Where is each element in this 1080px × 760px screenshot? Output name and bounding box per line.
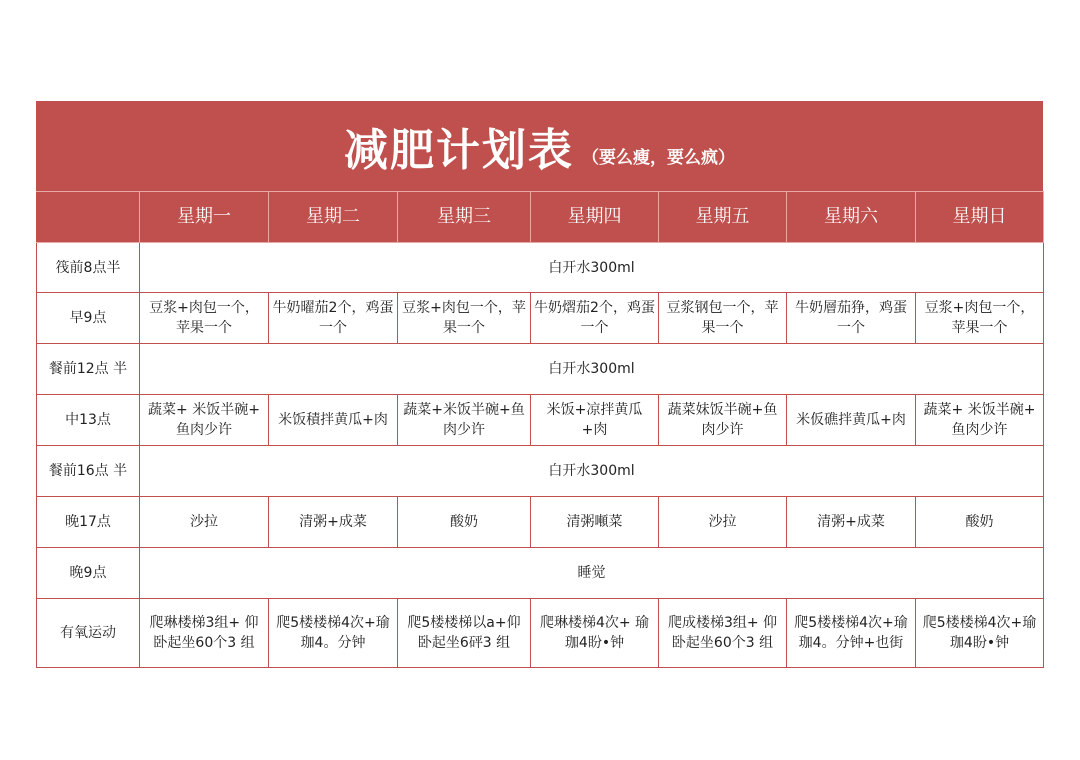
- day-header: 星期六: [787, 192, 916, 243]
- table-cell: 酸奶: [916, 497, 1044, 548]
- time-label: 筏前8点半: [37, 243, 140, 293]
- table-cell: 爬5楼楼梯4次+瑜珈4。分钟+也街: [787, 599, 916, 668]
- table-row: [37, 548, 1044, 599]
- table-row: [37, 599, 1044, 668]
- header-row: [37, 192, 1044, 243]
- table-cell: 豆浆钢包一个，苹果一个: [659, 293, 787, 344]
- page-title: 减肥计划表: [344, 125, 574, 176]
- table-cell: 爬5楼楼梯以a+仰卧起坐6砰3 组: [398, 599, 531, 668]
- table-cell: 牛奶層茄狰，鸡蛋一个: [787, 293, 916, 344]
- time-label: 早9点: [37, 293, 140, 344]
- time-label: 中13点: [37, 395, 140, 446]
- page-subtitle: （要么瘦，要么疯）: [582, 147, 735, 168]
- table-cell: 米仮礁拌黄瓜+肉: [787, 395, 916, 446]
- table-cell: 爬琳楼梯4次+ 瑜珈4盼•钟: [531, 599, 659, 668]
- table-row: [37, 395, 1044, 446]
- corner-cell: [37, 192, 140, 243]
- table-cell: 豆浆+肉包一个，苹果一个: [140, 293, 269, 344]
- time-label: 餐前16点 半: [37, 446, 140, 497]
- table-row: [37, 293, 1044, 344]
- table-cell: 蔬菜+ 米饭半碗+ 鱼肉少许: [916, 395, 1044, 446]
- time-label: 有氧运动: [37, 599, 140, 668]
- merged-cell: 白开水300ml: [140, 344, 1044, 395]
- day-header: 星期二: [269, 192, 398, 243]
- table-cell: 蔬菜妹饭半碗+鱼肉少许: [659, 395, 787, 446]
- table-row: [37, 446, 1044, 497]
- table-cell: 清粥+成菜: [269, 497, 398, 548]
- table-cell: 清粥+成菜: [787, 497, 916, 548]
- table-cell: 蔬菜+ 米饭半碗+ 鱼肉少许: [140, 395, 269, 446]
- time-label: 晚17点: [37, 497, 140, 548]
- table-cell: 清粥噸菜: [531, 497, 659, 548]
- table-row: [37, 497, 1044, 548]
- plan-table: [36, 191, 1044, 668]
- title-bar: [36, 101, 1043, 191]
- table-cell: 沙拉: [140, 497, 269, 548]
- table-cell: 爬5楼楼梯4次+瑜珈4盼•钟: [916, 599, 1044, 668]
- table-cell: 酸奶: [398, 497, 531, 548]
- day-header: 星期日: [916, 192, 1044, 243]
- table-row: [37, 344, 1044, 395]
- day-header: 星期五: [659, 192, 787, 243]
- table-cell: 米饭+凉拌黄瓜+肉: [531, 395, 659, 446]
- diet-plan-sheet: [36, 101, 1043, 668]
- table-cell: 爬成楼梯3组+ 仰卧起坐60个3 组: [659, 599, 787, 668]
- merged-cell: 白开水300ml: [140, 446, 1044, 497]
- table-cell: 豆浆+肉包一个，苹果一个: [398, 293, 531, 344]
- merged-cell: 睡觉: [140, 548, 1044, 599]
- day-header: 星期三: [398, 192, 531, 243]
- merged-cell: 白开水300ml: [140, 243, 1044, 293]
- time-label: 晚9点: [37, 548, 140, 599]
- table-cell: 爬5楼楼梯4次+瑜珈4。分钟: [269, 599, 398, 668]
- day-header: 星期一: [140, 192, 269, 243]
- day-header: 星期四: [531, 192, 659, 243]
- table-cell: 爬琳楼梯3组+ 仰卧起坐60个3 组: [140, 599, 269, 668]
- table-cell: 牛奶曜茄2个，鸡蛋一个: [269, 293, 398, 344]
- table-cell: 蔬菜+米饭半碗+鱼肉少许: [398, 395, 531, 446]
- table-cell: 米饭積拌黄瓜+肉: [269, 395, 398, 446]
- table-cell: 牛奶熠茄2个，鸡蛋一个: [531, 293, 659, 344]
- time-label: 餐前12点 半: [37, 344, 140, 395]
- table-cell: 豆浆+肉包一个，苹果一个: [916, 293, 1044, 344]
- table-cell: 沙拉: [659, 497, 787, 548]
- table-row: [37, 243, 1044, 293]
